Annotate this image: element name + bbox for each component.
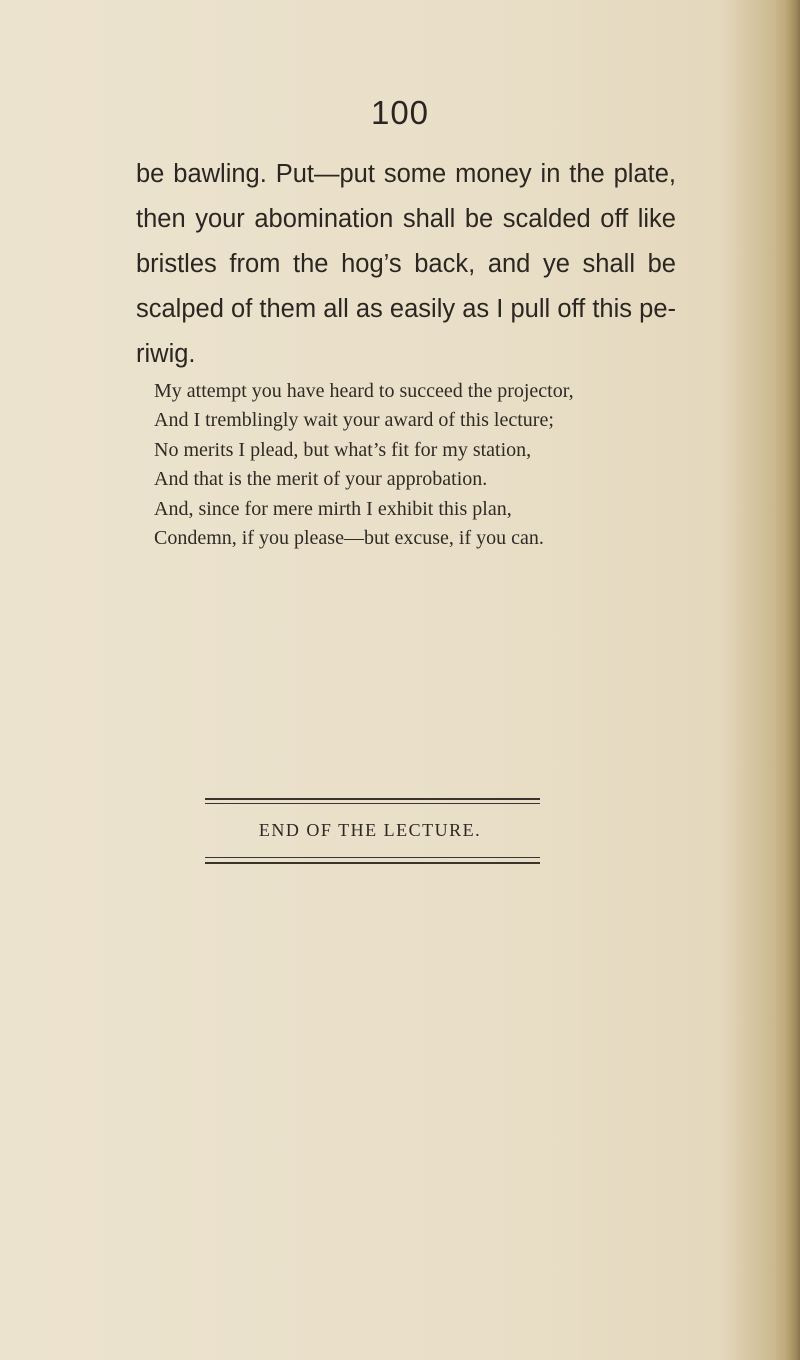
prose-line: be bawling. Put—put some money in the plate, [136,160,676,188]
prose-line: bristles from the hog’s back, and ye shall be [136,250,676,278]
page-number: 100 [370,94,430,131]
prose-line: scalped of them all as easily as I pull off this pe- [136,295,676,323]
verse-line: And I tremblingly wait your award of this lecture; [154,409,554,432]
verse-line: No merits I plead, but what’s fit for my station, [154,438,532,461]
top-rule-thin [205,803,540,804]
prose-line: riwig. [136,340,196,368]
top-rule-thick [205,798,540,800]
end-title: END OF THE LECTURE. [258,820,482,840]
verse-stanza [154,377,674,553]
prose-line: then your abomination shall be scalded off like [136,205,676,233]
verse-line: My attempt you have heard to succeed the projector, [154,380,574,402]
bottom-rule-thin [205,857,540,858]
verse-line: And that is the merit of your approbation. [154,468,488,491]
verse-line: Condemn, if you please—but excuse, if you can. [154,527,544,550]
bottom-rule-thick [205,862,540,864]
verse-line: And, since for mere mirth I exhibit this plan, [154,497,512,520]
page-edge-shadow [774,0,800,1360]
prose-paragraph [136,152,676,377]
